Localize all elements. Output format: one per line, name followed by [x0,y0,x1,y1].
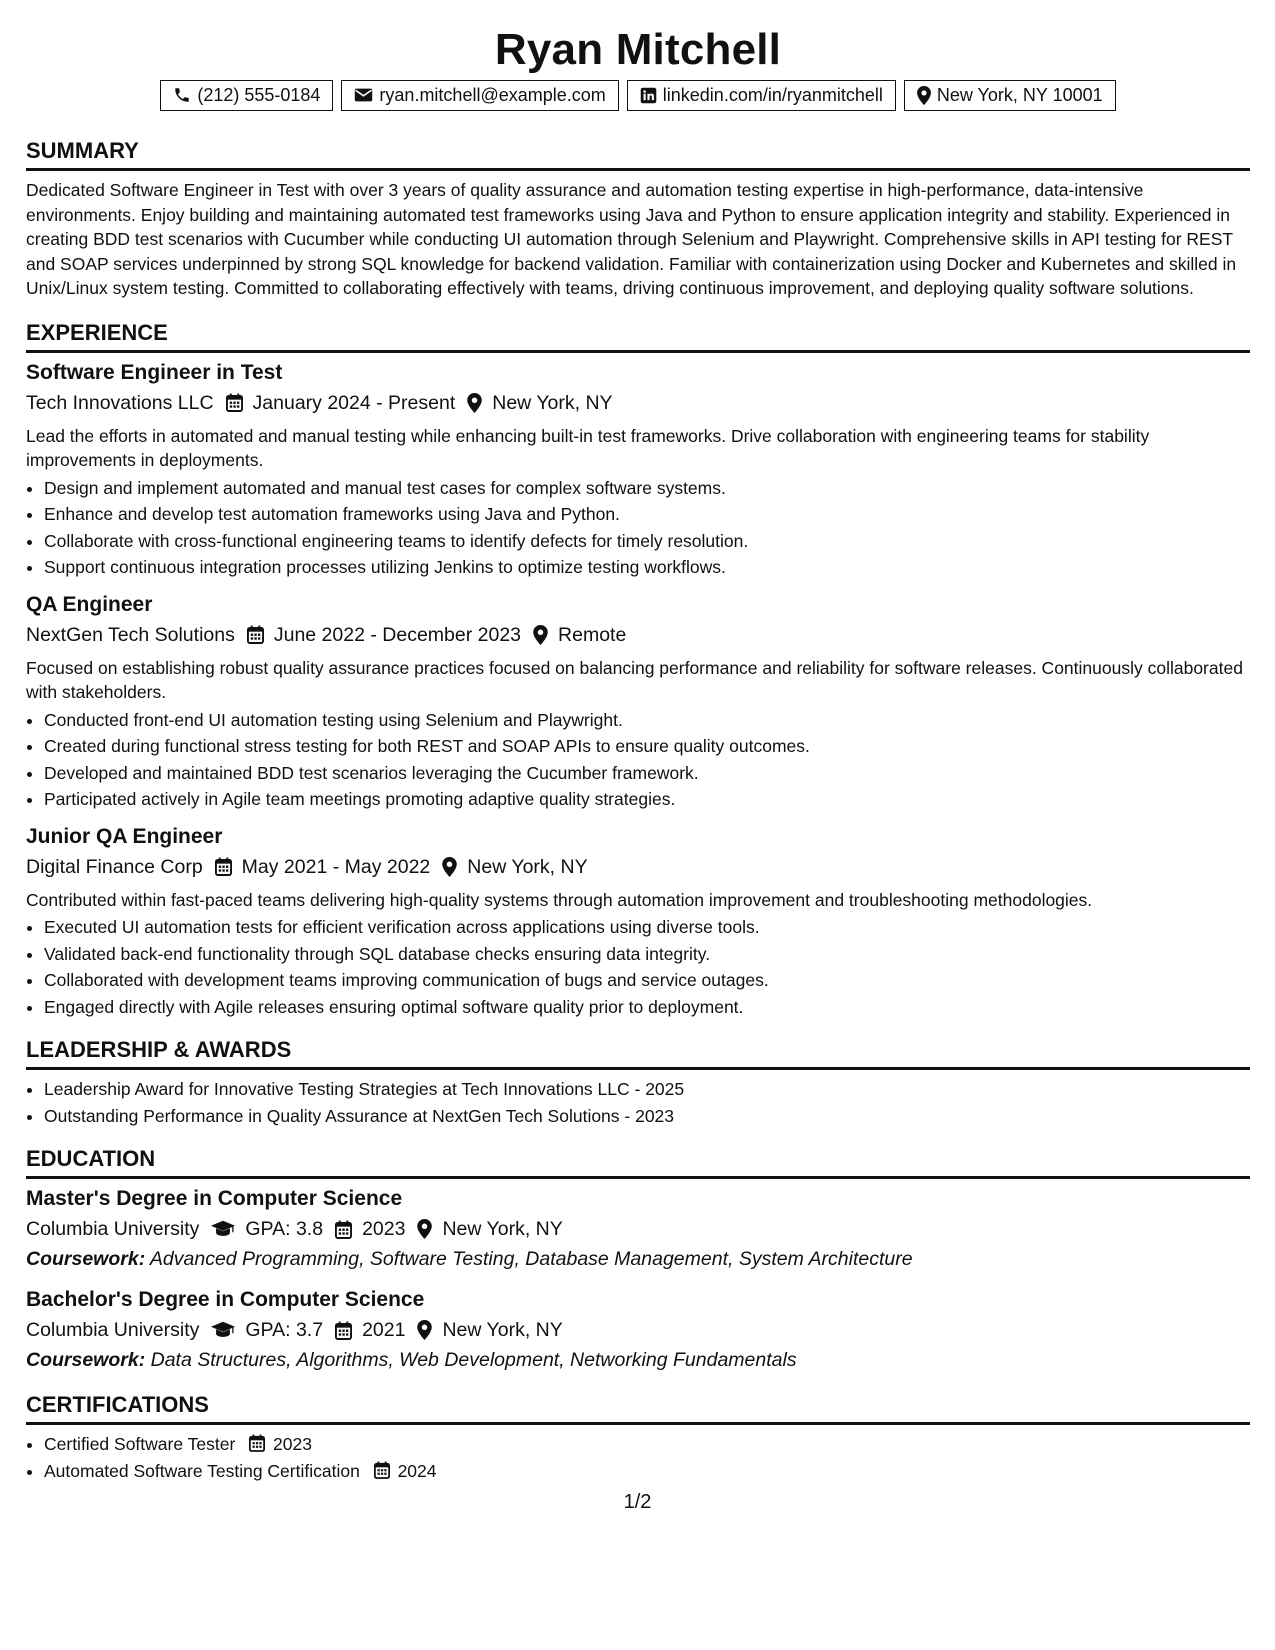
awards-list [26,1076,1250,1129]
calendar-icon [249,1434,265,1452]
job-meta [26,854,1250,880]
coursework-label: Coursework: [26,1349,146,1371]
job-description: Contributed within fast-paced teams delivering high-quality systems through automation improvement and troubleshooting methodologies. [26,889,1093,910]
job-role: Junior QA Engineer [26,824,223,848]
certifications-list [26,1431,1250,1484]
gpa: GPA: 3.8 [245,1218,324,1240]
job-role: Software Engineer in Test [26,360,283,384]
map-pin-icon [533,625,548,645]
education-heading: EDUCATION [26,1145,1250,1179]
envelope-icon [354,87,373,103]
job-location: New York, NY [467,855,588,878]
linkedin-icon [640,87,657,104]
list-item: • Conducted front-end UI automation testing using Selenium and Playwright. [44,707,1250,734]
location-chip [904,80,1116,111]
degree-title: Master's Degree in Computer Science [26,1187,403,1210]
summary-text: Dedicated Software Engineer in Test with over 3 years of quality assurance and automation testing expertise in high-performance, data-intensive environments. Enjoy building and maintaining automated test frameworks using Java and Python to ensure application integrity and stability. Experienced in creating BDD test scenarios with Cucumber while conducting UI automation through Selenium and Playwright. Comprehensive skills in API testing for REST and SOAP services underpinned by strong SQL knowledge for backend validation. Familiar with containerization using Docker and Kubernetes and skilled in Unix/Linux system testing. Committed to collaborating effectively with teams, driving continuous improvement, and deploying quality software solutions. [26,180,1237,298]
certifications-heading: CERTIFICATIONS [26,1391,1250,1425]
cert-name: Certified Software Tester [44,1434,236,1454]
graduation-year: 2021 [362,1319,406,1341]
calendar-icon [247,625,264,644]
school-location: New York, NY [442,1218,563,1240]
map-pin-icon [417,1219,432,1239]
school-name: Columbia University [26,1319,200,1341]
job-bullets [26,914,1250,1020]
awards-heading: LEADERSHIP & AWARDS [26,1036,1250,1070]
list-item: • Support continuous integration processes utilizing Jenkins to optimize testing workflows. [44,554,1250,581]
map-pin-icon [417,1320,432,1340]
email-text[interactable]: ryan.mitchell@example.com [379,85,606,105]
graduation-cap-icon [211,1321,235,1339]
list-item: • Enhance and develop test automation frameworks using Java and Python. [44,501,1250,528]
cert-year: 2024 [397,1460,437,1481]
calendar-icon [374,1461,390,1479]
education-meta [26,1317,1250,1343]
candidate-name: Ryan Mitchell [494,25,782,74]
school-name: Columbia University [26,1218,200,1240]
graduation-year: 2023 [362,1218,406,1240]
list-item: • Collaborated with development teams improving communication of bugs and service outages. [44,967,1250,994]
job-entry [26,359,1250,581]
cert-name: Automated Software Testing Certification [44,1460,360,1481]
job-bullets [26,707,1250,813]
phone-text: (212) 555-0184 [197,85,321,105]
contact-bar [26,80,1250,111]
job-location: New York, NY [492,391,613,414]
map-pin-icon [442,857,457,877]
list-item: • Participated actively in Agile team meetings promoting adaptive quality strategies. [44,786,1250,813]
calendar-icon [335,1321,352,1340]
job-company: NextGen Tech Solutions [26,623,235,646]
summary-heading: SUMMARY [26,137,1250,171]
degree-title: Bachelor's Degree in Computer Science [26,1288,425,1311]
map-pin-icon [917,86,931,105]
list-item [44,1458,1250,1485]
list-item [44,1431,1250,1458]
job-meta [26,622,1250,648]
list-item: • Engaged directly with Agile releases ensuring optimal software quality prior to deployment. [44,994,1250,1021]
calendar-icon [226,393,243,412]
job-role: QA Engineer [26,592,153,616]
list-item: • Design and implement automated and manual test cases for complex software systems. [44,475,1250,502]
calendar-icon [335,1220,352,1239]
coursework-list: Advanced Programming, Software Testing, Database Management, System Architecture [149,1248,913,1270]
job-company: Tech Innovations LLC [26,391,214,414]
job-meta [26,390,1250,416]
job-location: Remote [558,623,627,646]
education-entry [26,1185,1250,1272]
coursework-label: Coursework: [26,1248,146,1270]
job-dates: June 2022 - December 2023 [273,623,522,646]
job-dates: May 2021 - May 2022 [241,855,431,878]
education-meta [26,1216,1250,1242]
linkedin-text[interactable]: linkedin.com/in/ryanmitchell [662,85,883,105]
job-bullets [26,475,1250,581]
list-item: • Executed UI automation tests for efficient verification across applications using diverse tools. [44,914,1250,941]
job-description: Focused on establishing robust quality assurance practices focused on balancing performance and reliability for software releases. Continuously collaborated with stakeholders. [26,657,1243,702]
coursework-list: Data Structures, Algorithms, Web Development, Networking Fundamentals [150,1349,797,1371]
page-number: 1/2 [623,1491,652,1513]
job-entry [26,823,1250,1021]
gpa: GPA: 3.7 [245,1319,324,1341]
job-dates: January 2024 - Present [252,391,456,414]
list-item: • Validated back-end functionality through SQL database checks ensuring data integrity. [44,941,1250,968]
phone-icon [173,86,191,104]
list-item: • Outstanding Performance in Quality Assurance at NextGen Tech Solutions - 2023 [44,1103,1250,1130]
calendar-icon [215,857,232,876]
graduation-cap-icon [211,1220,235,1238]
linkedin-chip[interactable] [627,80,896,111]
list-item: • Developed and maintained BDD test scenarios leveraging the Cucumber framework. [44,760,1250,787]
email-chip[interactable] [341,80,618,111]
school-location: New York, NY [442,1319,563,1341]
list-item: • Leadership Award for Innovative Testing Strategies at Tech Innovations LLC - 2025 [44,1076,1250,1103]
phone-chip [160,80,333,111]
map-pin-icon [467,393,482,413]
education-entry [26,1286,1250,1373]
cert-year: 2023 [273,1434,312,1454]
job-description: Lead the efforts in automated and manual testing while enhancing built-in test frameworks. Drive collaboration with engineering teams for stability improvements in deployments. [26,425,1150,470]
job-company: Digital Finance Corp [26,855,203,878]
resume-page [26,0,1250,1484]
job-entry [26,591,1250,813]
list-item: • Collaborate with cross-functional engineering teams to identify defects for timely resolution. [44,528,1250,555]
location-text: New York, NY 10001 [936,85,1103,105]
list-item: • Created during functional stress testing for both REST and SOAP APIs to ensure quality outcomes. [44,733,1250,760]
coursework [26,1246,1250,1272]
coursework [26,1347,1250,1373]
experience-heading: EXPERIENCE [26,319,1250,353]
